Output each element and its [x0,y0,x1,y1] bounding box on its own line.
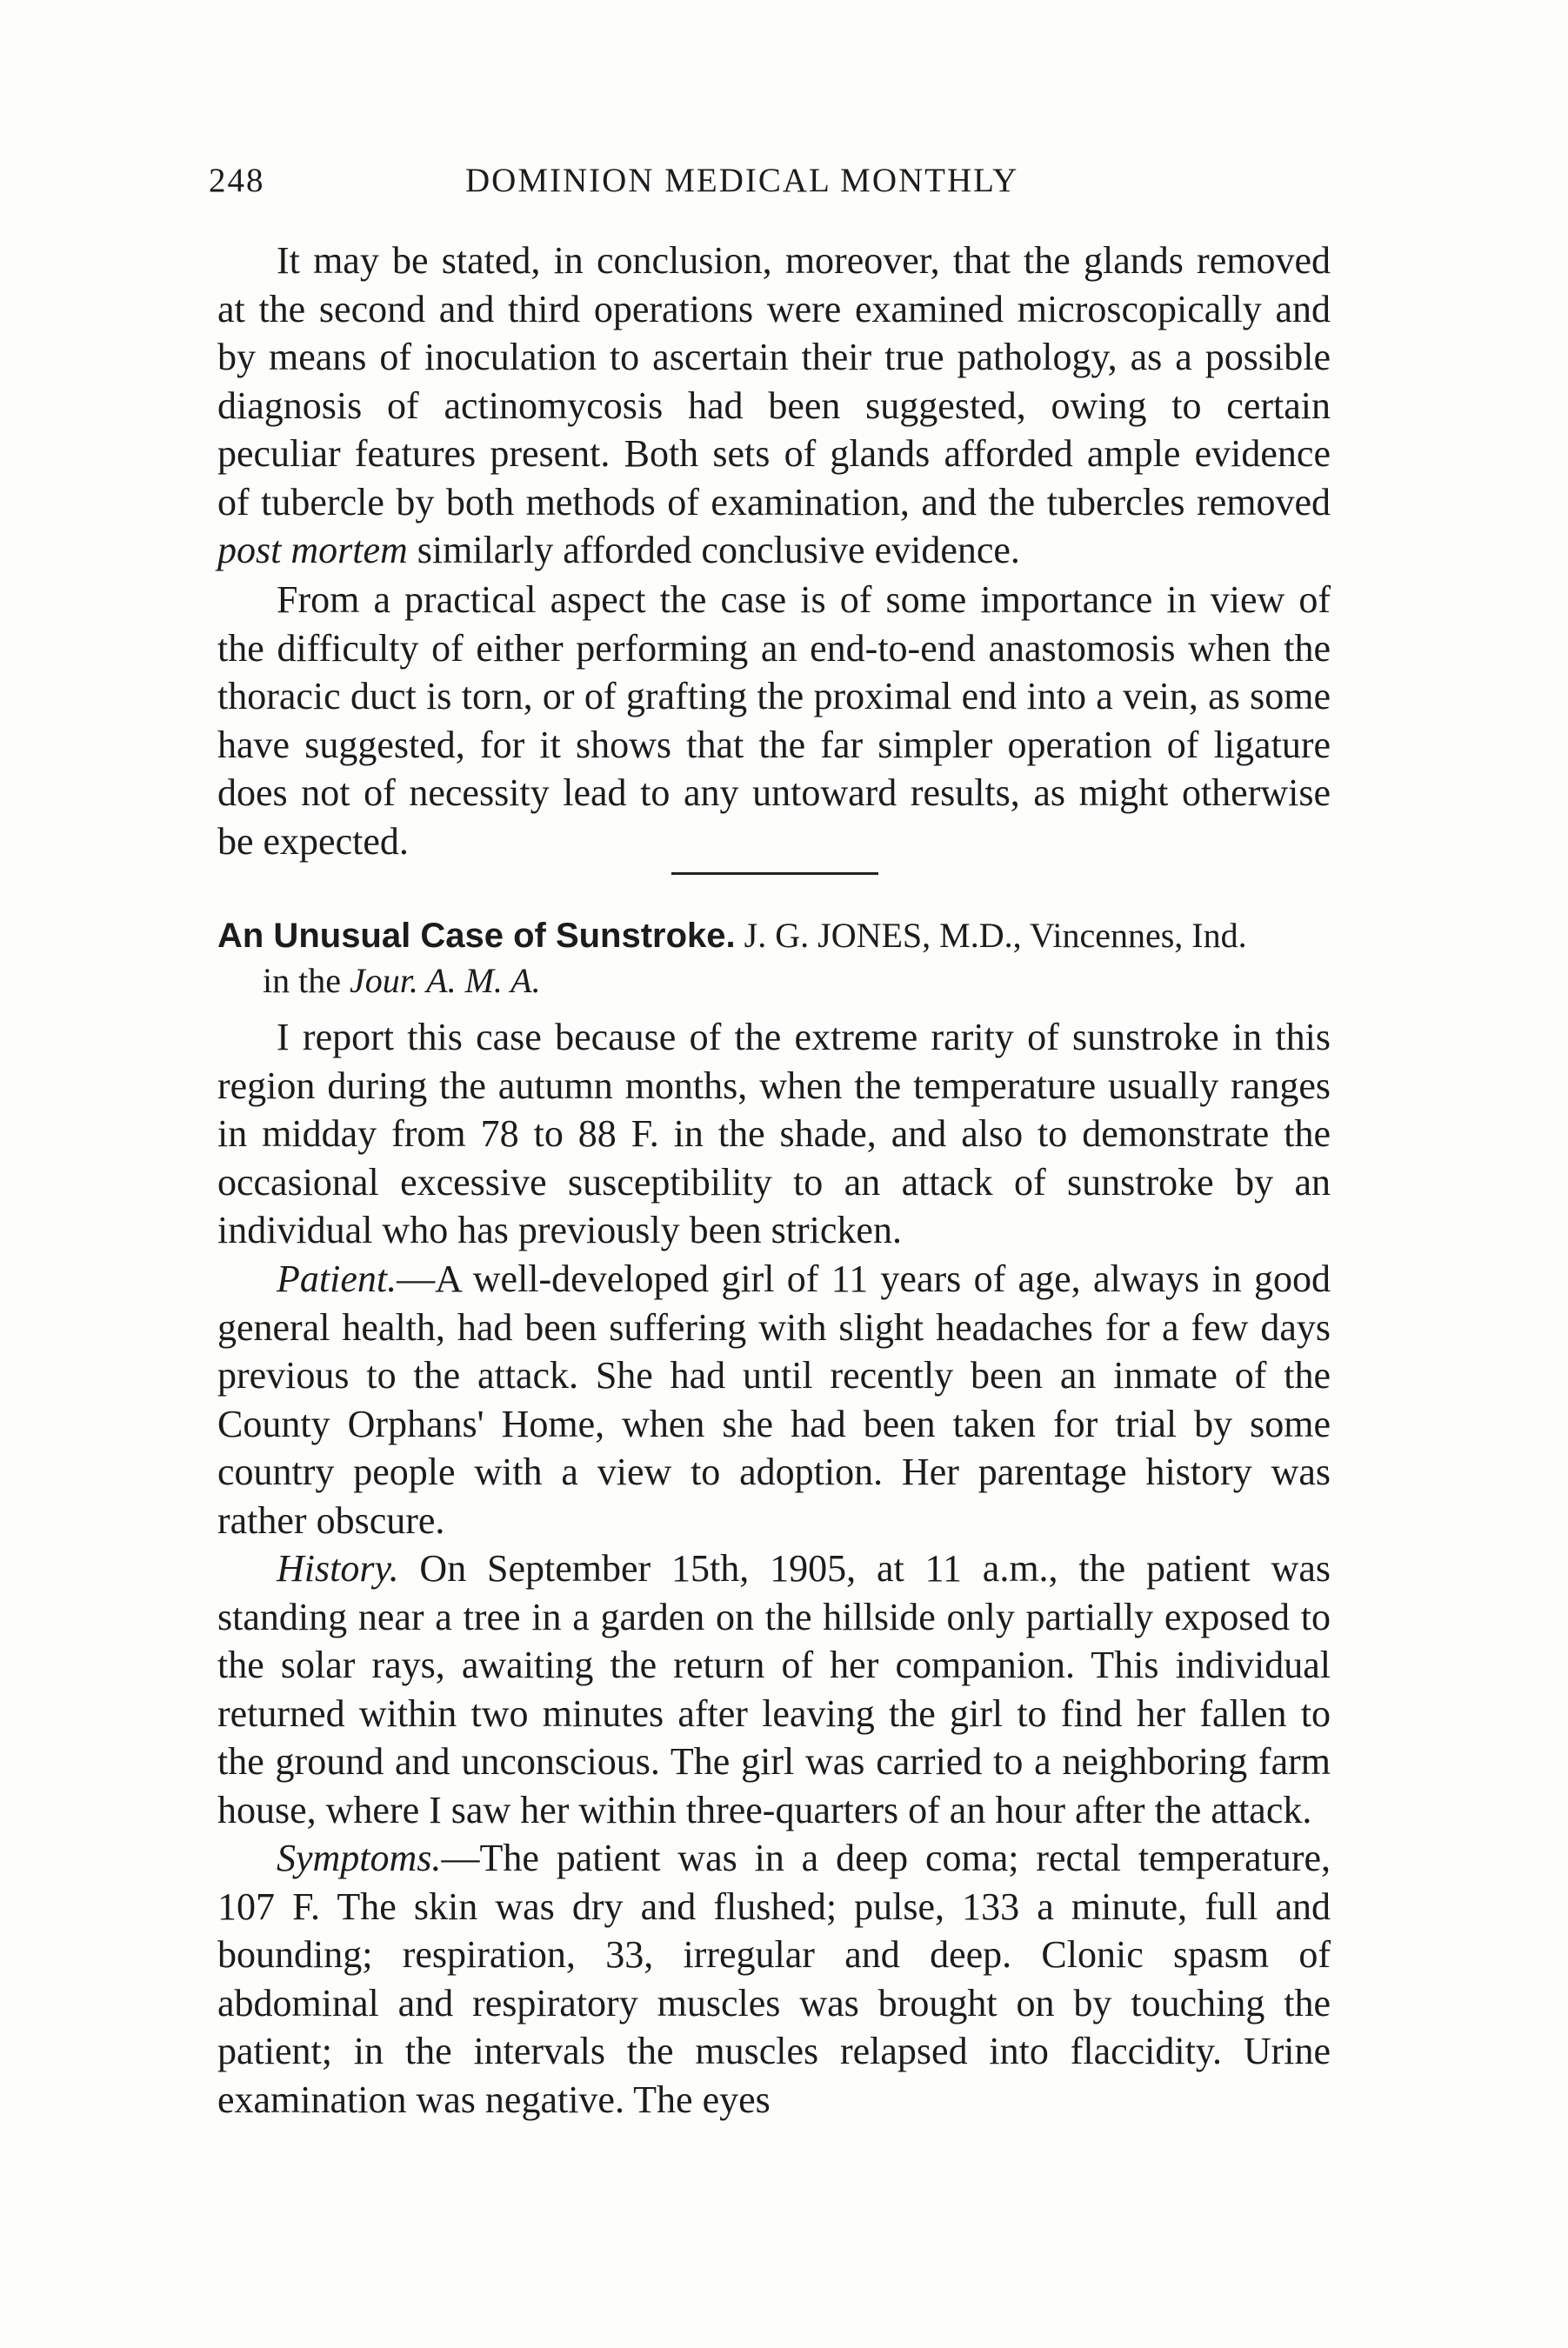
page-number: 248 [209,162,265,199]
italic-phrase: post mortem [217,529,408,571]
section-label-patient: Patient. [277,1257,397,1300]
article-title: An Unusual Case of Sunstroke. [217,917,736,955]
symptoms-paragraph: Symptoms.—The patient was in a deep coma; rectal temperature, 107 F. The skin was dry and flushed; pulse, 133 a minute, full and bounding; respiration, 33, irregular and deep. Clonic spasm of abdominal and respiratory muscles was brought on by touching the patient; in the intervals the muscles relapsed into flaccidity. Urine examination was negative. The eyes [217,1837,1331,2121]
running-header [209,161,1339,213]
section-label-history: History. [277,1547,399,1590]
patient-paragraph: Patient.—A well-developed girl of 11 years of age, always in good general health, had been suffering with slight headaches for a few days previous to the attack. She had until recently been an inmate of the County Orphans' Home, when she had been taken for trial by some country people with a view to adoption. Her parentage history was rather obscure. [217,1257,1331,1542]
section-divider [671,872,878,875]
practical-aspect-paragraph: From a practical aspect the case is of some importance in view of the difficulty of either performing an end-to-end anastomosis when the thoracic duct is torn, or of grafting the proximal end into a vein, as some have suggested, for it shows that the far simpler operation of ligature does not of necessity lead to any untoward results, as might otherwise be expected. [217,578,1331,863]
article-author: J. G. JONES, M.D., Vincennes, Ind. [744,916,1247,955]
history-paragraph: History. On September 15th, 1905, at 11 a.m., the patient was standing near a tree in a garden on the hillside only partially exposed to the solar rays, awaiting the return of her companion. This individual returned within two minutes after leaving the girl to find her fallen to the ground and unconscious. The girl was carried to a neighboring farm house, where I saw her within three-quarters of an hour after the attack. [217,1547,1331,1831]
intro-paragraph: I report this case because of the extreme rarity of sunstroke in this region during the autumn months, when the temperature usually ranges in midday from 78 to 88 F. in the shade, and also to demonstrate the occasional excessive susceptibility to an attack of sunstroke by an individual who has previously been stricken. [217,1016,1331,1251]
journal-title: DOMINION MEDICAL MONTHLY [465,162,1019,199]
article-heading [217,913,1339,1004]
article-source: Jour. A. M. A. [349,961,541,1000]
source-prefix: in the [263,961,341,1000]
conclusion-paragraph: It may be stated, in conclusion, moreover, that the glands removed at the second and third operations were examined microscopically and by means of inoculation to ascertain their true pathology, as a possible diagnosis of actinomycosis had been suggested, owing to certain peculiar features present. Both sets of glands afforded ample evidence of tubercle by both methods of examination, and the tubercles removed post mortem similarly afforded conclusive evidence. [217,239,1331,571]
section-label-symptoms: Symptoms. [277,1837,442,1879]
